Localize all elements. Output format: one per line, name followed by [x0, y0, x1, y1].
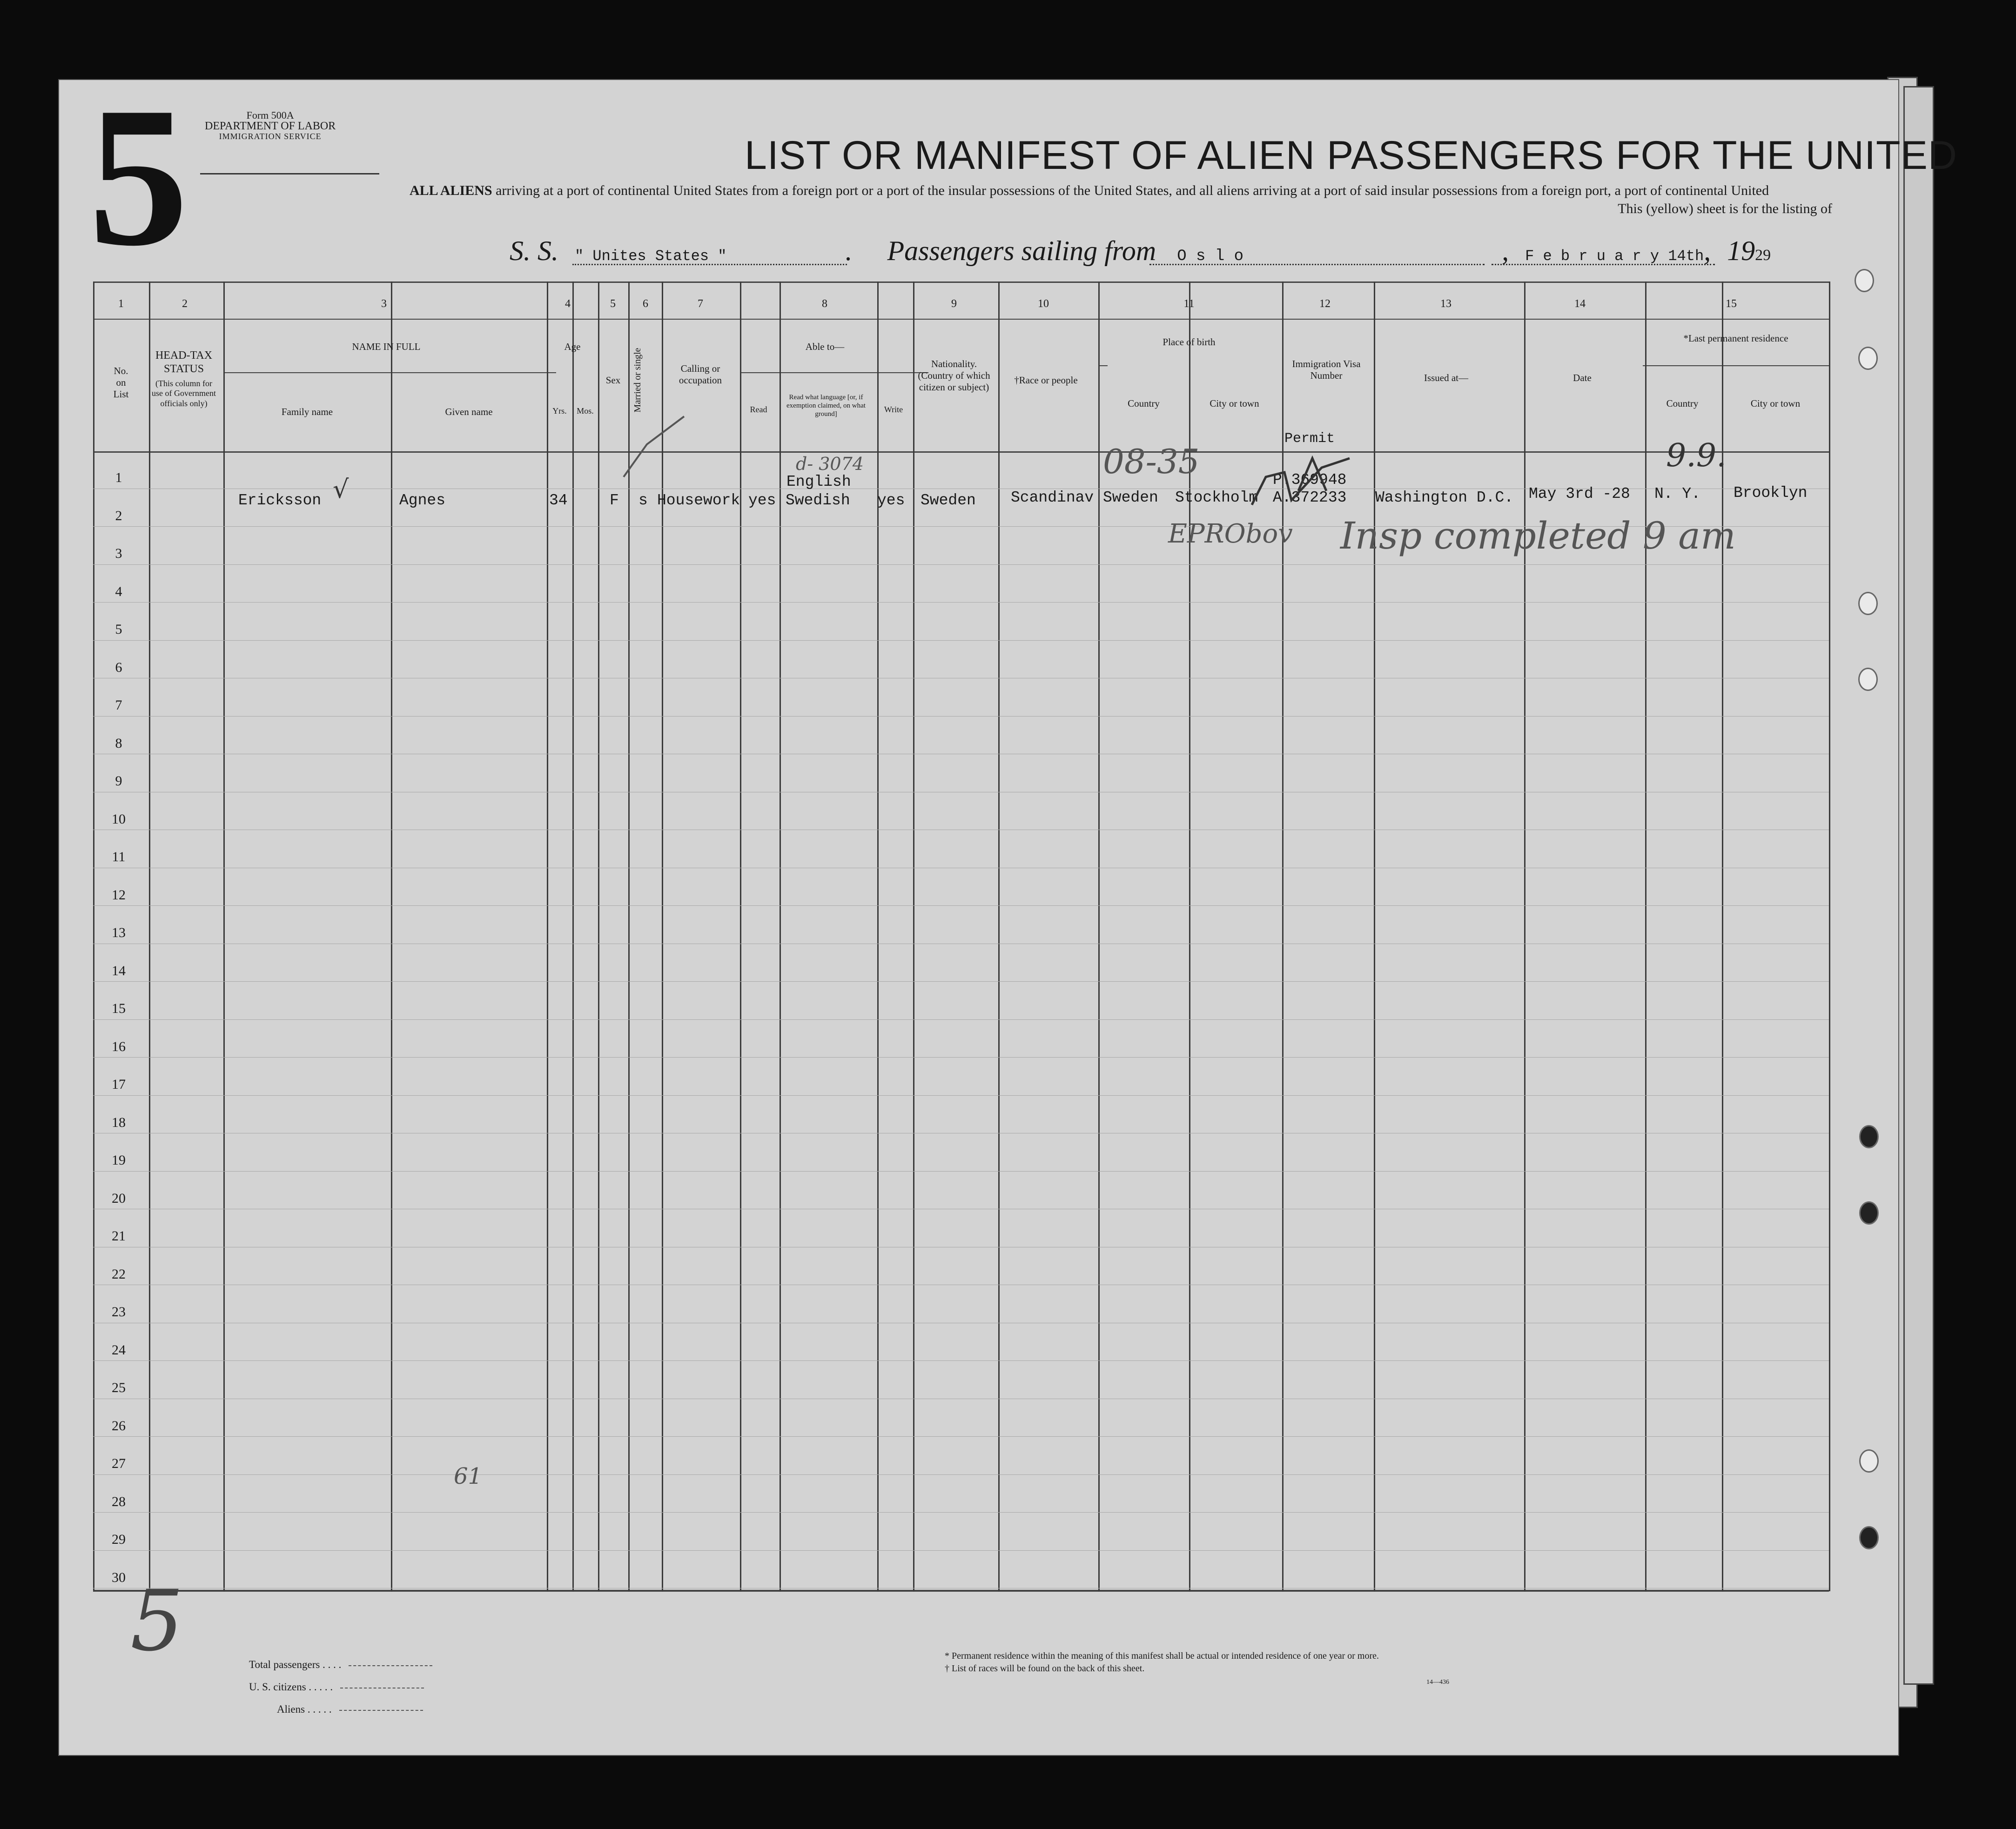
- handwritten-row2-note: EPRObov: [1168, 519, 1293, 549]
- row-guide-line: [93, 1095, 1829, 1096]
- header-able-to: Able to—: [805, 341, 845, 352]
- passenger-issue-date: May 3rd -28: [1529, 485, 1630, 502]
- subtitle-text: arriving at a port of continental United States from a foreign port or a port of the insular possessions of the United States, and all aliens arriving at a port of said insular possessions from a foreign port, a port of continental United: [496, 183, 1769, 198]
- handwritten-checkmark: √: [333, 475, 349, 504]
- total-passengers-row: Total passengers . . . .: [249, 1659, 432, 1671]
- column-number: 10: [1038, 298, 1049, 310]
- passenger-birth-country: Sweden: [1103, 489, 1158, 506]
- passenger-nationality: Sweden: [921, 492, 976, 509]
- column-number: 2: [182, 298, 188, 310]
- header-res-country: Country: [1666, 398, 1699, 409]
- column-divider: [1829, 281, 1830, 1591]
- page-title: LIST OR MANIFEST OF ALIEN PASSENGERS FOR THE UNITED: [745, 133, 1958, 178]
- row-number: 19: [112, 1152, 126, 1168]
- row-number: 27: [112, 1456, 126, 1471]
- ship-name: " Unites States ": [575, 248, 727, 265]
- row-number: 1: [115, 470, 122, 485]
- passenger-marital-status: s: [638, 492, 648, 509]
- row-number: 26: [112, 1418, 126, 1434]
- passenger-race: Scandinav: [1011, 489, 1094, 506]
- binder-hole: [1858, 592, 1878, 615]
- row-number: 14: [112, 963, 126, 978]
- passenger-age-years: 34: [549, 492, 568, 509]
- passenger-occupation: Housework: [657, 492, 740, 509]
- header-permit: Permit: [1284, 431, 1335, 447]
- header-yrs: Yrs.: [552, 406, 567, 415]
- passenger-language-1: English: [786, 473, 851, 490]
- us-citizens-row: U. S. citizens . . . . .: [249, 1681, 432, 1693]
- header-nationality: Nationality. (Country of which citizen or subject): [918, 358, 990, 393]
- row-guide-line: [93, 716, 1829, 717]
- port-name: O s l o: [1177, 248, 1244, 265]
- sheet-number: 5: [88, 66, 188, 288]
- row-number: 23: [112, 1304, 126, 1320]
- column-number: 1: [118, 298, 124, 310]
- header-head-tax-title: HEAD-TAX STATUS: [155, 349, 213, 375]
- header-age: Age: [564, 341, 581, 352]
- binder-hole: [1859, 1449, 1879, 1473]
- header-place-of-birth: Place of birth: [1163, 336, 1216, 348]
- binder-hole: [1858, 347, 1878, 370]
- passenger-residence-city: Brooklyn: [1734, 484, 1808, 502]
- header-sex: Sex: [605, 375, 621, 386]
- column-number: 15: [1726, 298, 1737, 310]
- row-number: 16: [112, 1038, 126, 1054]
- passenger-given-name: Agnes: [399, 492, 446, 509]
- total-passengers-label: Total passengers: [249, 1659, 320, 1670]
- row-guide-line: [93, 1474, 1829, 1475]
- row-number: 12: [112, 887, 126, 903]
- header-date: Date: [1573, 372, 1592, 383]
- row-guide-line: [93, 640, 1829, 641]
- column-number: 12: [1319, 298, 1331, 310]
- column-number: 5: [610, 298, 616, 310]
- ship-fill-line: [572, 264, 847, 265]
- row-number: 22: [112, 1266, 126, 1282]
- column-number: 6: [643, 298, 648, 310]
- column-number: 7: [698, 298, 703, 310]
- row-number: 29: [112, 1532, 126, 1547]
- binder-hole: [1855, 269, 1874, 292]
- row-guide-line: [93, 1512, 1829, 1513]
- form-blank-line: [200, 173, 379, 174]
- row-number: 5: [115, 622, 122, 637]
- header-read-language: Read what language [or, if exemption claimed, on what ground]: [786, 394, 866, 418]
- row-number: 13: [112, 925, 126, 940]
- subtitle-lead: ALL ALIENS: [410, 183, 492, 198]
- ship-line: S. S. " Unites States " . Passengers sailing from O s l o , F e b r u a r y 14th, 1929: [510, 235, 1771, 266]
- row-number: 21: [112, 1228, 126, 1244]
- row-number: 4: [115, 583, 122, 599]
- handwritten-birth-note: 08-35: [1103, 442, 1200, 481]
- header-calling: Calling or occupation: [679, 363, 722, 386]
- year-prefix: 19: [1727, 235, 1755, 266]
- table-bottom-border: [93, 1590, 1829, 1592]
- row-number: 3: [115, 546, 122, 561]
- handwritten-row28-note: 61: [454, 1463, 483, 1489]
- header-read: Read: [750, 405, 767, 414]
- header-birth-city: City or town: [1210, 398, 1259, 409]
- footnote-residence: * Permanent residence within the meaning of this manifest shall be actual or intended residence of one year or more.: [945, 1651, 1379, 1661]
- row-number: 6: [115, 659, 122, 675]
- passenger-visa-2: A.372233: [1273, 489, 1347, 506]
- passenger-birth-city: Stockholm: [1175, 489, 1258, 506]
- column-number: 8: [822, 298, 827, 310]
- passenger-issued-at: Washington D.C.: [1375, 489, 1514, 506]
- row-number: 10: [112, 811, 126, 827]
- department-name: DEPARTMENT OF LABOR: [205, 120, 336, 133]
- column-number: 9: [951, 298, 957, 310]
- handwritten-language-note: d- 3074: [796, 454, 864, 474]
- row-guide-line: [93, 905, 1829, 906]
- header-family-name: Family name: [281, 406, 333, 417]
- header-name-in-full: NAME IN FULL: [352, 341, 421, 352]
- column-number: 14: [1574, 298, 1586, 310]
- passenger-can-write: yes: [877, 492, 905, 509]
- row-guide-line: [93, 1550, 1829, 1551]
- header-write: Write: [884, 405, 903, 414]
- row-number: 15: [112, 1001, 126, 1016]
- header-mos: Mos.: [577, 406, 594, 415]
- form-identifier: [205, 110, 336, 141]
- row-guide-line: [93, 1436, 1829, 1437]
- row-number: 2: [115, 508, 122, 523]
- handwritten-margin-number: 5: [130, 1573, 184, 1670]
- binder-hole: [1859, 1526, 1879, 1549]
- row-guide-line: [93, 981, 1829, 982]
- manifest-table: [93, 281, 1829, 1591]
- header-issued-at: Issued at—: [1424, 372, 1469, 383]
- row-number: 24: [112, 1342, 126, 1358]
- row-number: 17: [112, 1077, 126, 1092]
- passenger-visa-1: P.369948: [1273, 471, 1347, 489]
- port-fill-line: [1149, 264, 1485, 265]
- print-code: 14—436: [1426, 1679, 1449, 1686]
- row-number: 8: [115, 735, 122, 751]
- column-number: 4: [565, 298, 571, 310]
- aliens-label: Aliens: [277, 1703, 305, 1715]
- row-guide-line: [93, 1057, 1829, 1058]
- passenger-residence-country: N. Y.: [1654, 485, 1701, 502]
- binder-hole: [1858, 668, 1878, 691]
- row-number: 28: [112, 1494, 126, 1509]
- header-birth-country: Country: [1128, 398, 1160, 409]
- form-number: Form 500A: [246, 109, 294, 121]
- header-last-residence: *Last permanent residence: [1683, 333, 1788, 344]
- row-guide-line: [93, 1019, 1829, 1020]
- sailing-label: Passengers sailing from: [887, 235, 1156, 266]
- footer-totals: [249, 1659, 432, 1715]
- row-number: 20: [112, 1190, 126, 1206]
- passenger-can-read: yes: [748, 492, 776, 509]
- row-number: 11: [112, 849, 126, 864]
- aliens-row: Aliens . . . . .: [277, 1703, 432, 1715]
- row-number: 9: [115, 773, 122, 789]
- handwritten-residence-note: 9.9.: [1666, 437, 1727, 474]
- header-res-city: City or town: [1750, 398, 1801, 409]
- header-given-name: Given name: [445, 406, 493, 417]
- passenger-sex: F: [610, 492, 619, 509]
- footer-notes: [945, 1651, 1379, 1674]
- passenger-language-2: Swedish: [786, 492, 850, 509]
- header-married: Married or single: [632, 348, 643, 413]
- paper-edge: [1903, 86, 1934, 1685]
- header-head-tax-note: (This column for use of Government officials only): [152, 378, 216, 408]
- sailing-date: F e b r u a r y 14th: [1525, 248, 1704, 265]
- passenger-family-name: Ericksson: [238, 492, 322, 509]
- column-number: 11: [1183, 298, 1195, 310]
- us-citizens-label: U. S. citizens: [249, 1681, 306, 1693]
- binder-hole: [1859, 1201, 1879, 1225]
- handwritten-strokes: [93, 281, 1829, 607]
- year-suffix: 29: [1755, 247, 1771, 264]
- column-number: 13: [1440, 298, 1452, 310]
- ss-label: S. S.: [510, 235, 558, 266]
- handwritten-inspection-note: Insp completed 9 am: [1340, 514, 1736, 557]
- service-name: IMMIGRATION SERVICE: [219, 132, 322, 141]
- header-no-on-list: No. on List: [113, 365, 129, 400]
- row-number: 30: [112, 1569, 126, 1585]
- row-guide-line: [93, 1171, 1829, 1172]
- subtitle-line-2: This (yellow) sheet is for the listing of: [1618, 201, 1832, 216]
- row-number: 7: [115, 697, 122, 713]
- date-fill-line: [1492, 264, 1715, 265]
- header-visa: Immigration Visa Number: [1292, 358, 1361, 382]
- column-number: 3: [381, 298, 387, 310]
- binder-hole: [1859, 1125, 1879, 1148]
- subtitle-line-1: [410, 183, 1769, 199]
- footnote-races: † List of races will be found on the back of this sheet.: [945, 1663, 1145, 1674]
- row-number: 25: [112, 1380, 126, 1395]
- row-guide-line: [93, 1360, 1829, 1361]
- row-number: 18: [112, 1114, 126, 1130]
- header-race: †Race or people: [1014, 375, 1078, 386]
